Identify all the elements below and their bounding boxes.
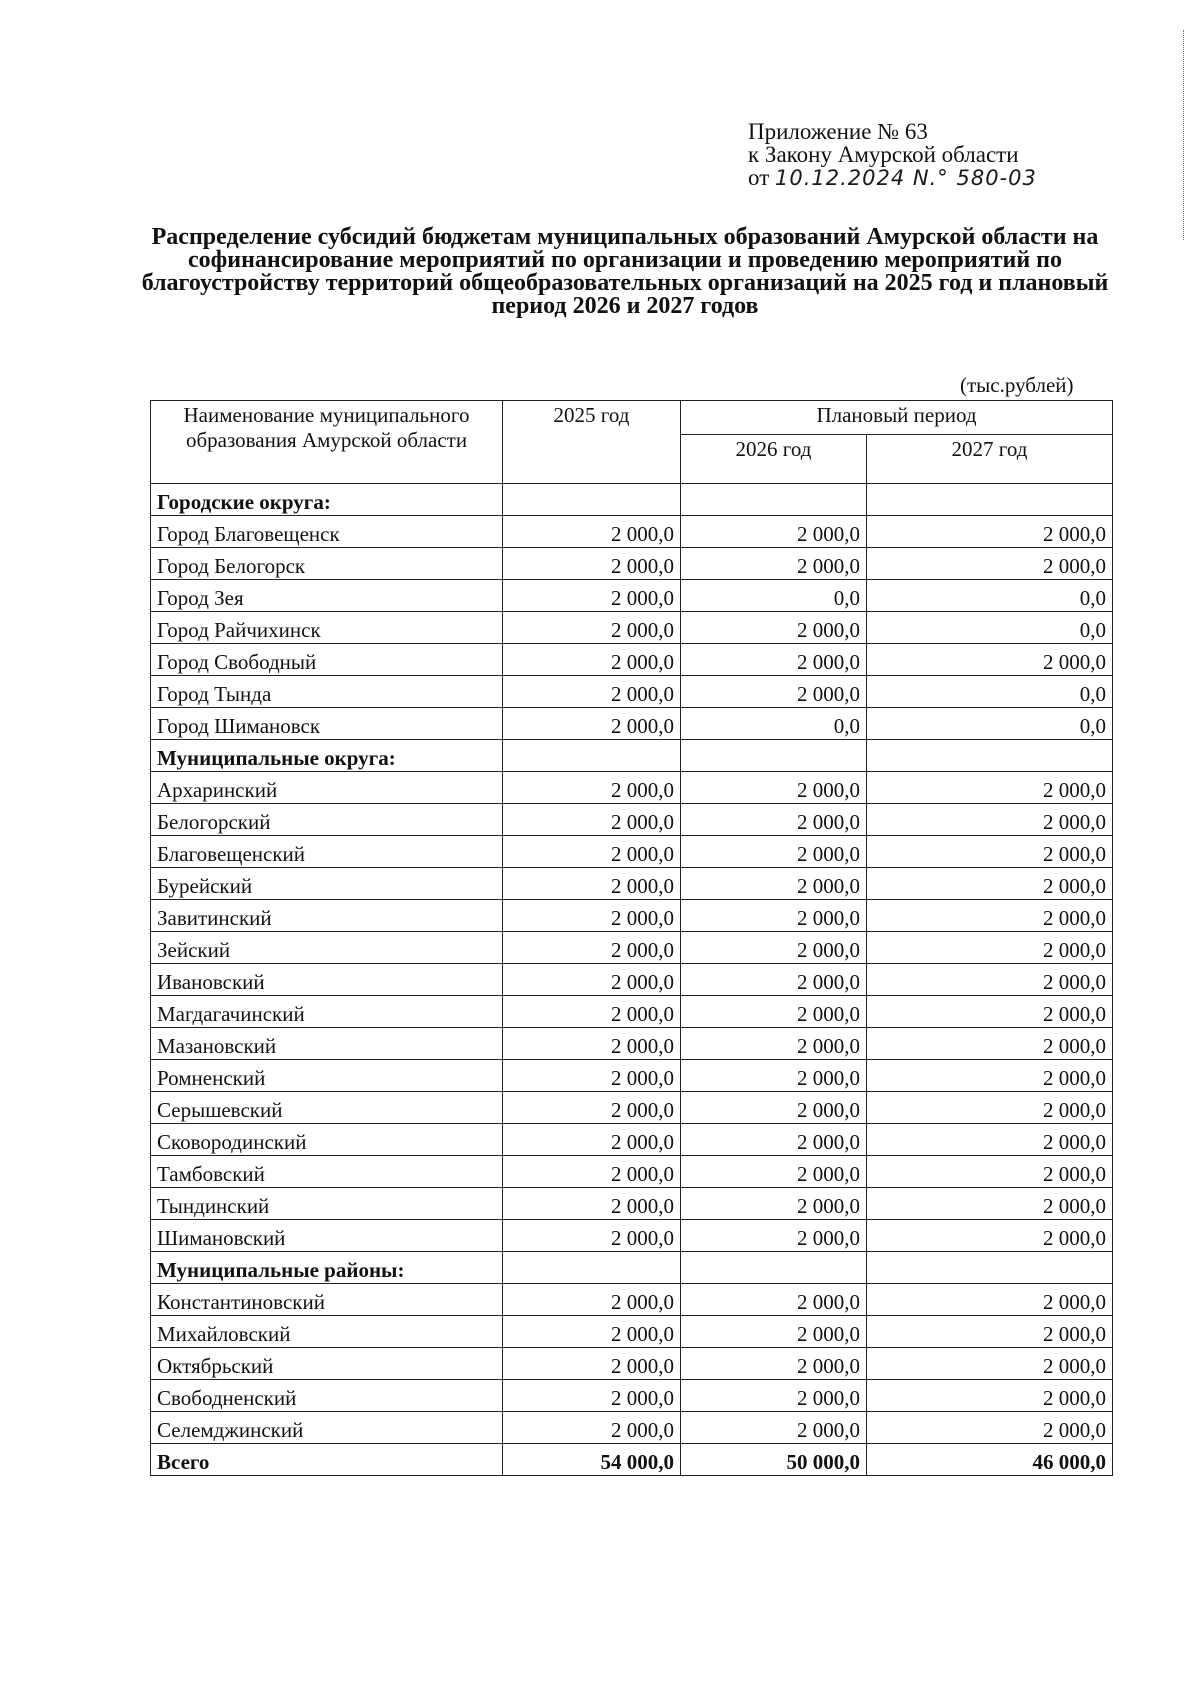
value-2025: 2 000,0 bbox=[503, 804, 681, 836]
table-row bbox=[151, 612, 1113, 644]
table-row bbox=[151, 1156, 1113, 1188]
municipality-name: Ивановский bbox=[151, 964, 503, 996]
table-row bbox=[151, 1028, 1113, 1060]
value-2026: 0,0 bbox=[681, 708, 867, 740]
value-2025: 2 000,0 bbox=[503, 1060, 681, 1092]
appendix-number: Приложение № 63 bbox=[748, 119, 928, 144]
value-2025: 2 000,0 bbox=[503, 996, 681, 1028]
value-2025: 2 000,0 bbox=[503, 1220, 681, 1252]
total-row bbox=[151, 1444, 1113, 1476]
value-2027: 0,0 bbox=[867, 708, 1113, 740]
value-2027: 2 000,0 bbox=[867, 1316, 1113, 1348]
value-2026: 0,0 bbox=[681, 580, 867, 612]
table-row bbox=[151, 900, 1113, 932]
value-2025: 2 000,0 bbox=[503, 644, 681, 676]
table-row bbox=[151, 1316, 1113, 1348]
section-header-row bbox=[151, 740, 1113, 772]
value-2025: 2 000,0 bbox=[503, 676, 681, 708]
municipality-name: Михайловский bbox=[151, 1316, 503, 1348]
table-row bbox=[151, 1220, 1113, 1252]
value-2027: 2 000,0 bbox=[867, 644, 1113, 676]
value-2026: 2 000,0 bbox=[681, 1060, 867, 1092]
appendix-date-line bbox=[748, 166, 1037, 190]
header-planned-period: Плановый период bbox=[681, 401, 1113, 435]
value-2026: 2 000,0 bbox=[681, 1348, 867, 1380]
value-2026: 2 000,0 bbox=[681, 548, 867, 580]
municipality-name: Константиновский bbox=[151, 1284, 503, 1316]
value-2027: 2 000,0 bbox=[867, 900, 1113, 932]
scan-margin-marks bbox=[1183, 30, 1186, 240]
empty-cell bbox=[503, 1252, 681, 1284]
municipality-name: Зейский bbox=[151, 932, 503, 964]
municipality-name: Сковородинский bbox=[151, 1124, 503, 1156]
handwritten-date-number: 10.12.2024 N.° 580-03 bbox=[775, 166, 1037, 190]
value-2025: 2 000,0 bbox=[503, 1348, 681, 1380]
units-label: (тыс.рублей) bbox=[960, 373, 1074, 397]
municipality-name: Ромненский bbox=[151, 1060, 503, 1092]
total-label: Всего bbox=[151, 1444, 503, 1476]
municipality-name: Магдагачинский bbox=[151, 996, 503, 1028]
municipality-name: Тамбовский bbox=[151, 1156, 503, 1188]
value-2025: 2 000,0 bbox=[503, 1028, 681, 1060]
empty-cell bbox=[681, 740, 867, 772]
value-2025: 2 000,0 bbox=[503, 516, 681, 548]
value-2027: 0,0 bbox=[867, 676, 1113, 708]
value-2025: 2 000,0 bbox=[503, 1412, 681, 1444]
subsidy-table-container bbox=[150, 400, 1112, 1476]
section-title: Городские округа: bbox=[151, 484, 503, 516]
municipality-name: Завитинский bbox=[151, 900, 503, 932]
value-2025: 2 000,0 bbox=[503, 1188, 681, 1220]
value-2026: 2 000,0 bbox=[681, 676, 867, 708]
municipality-name: Благовещенский bbox=[151, 836, 503, 868]
value-2027: 2 000,0 bbox=[867, 516, 1113, 548]
value-2025: 2 000,0 bbox=[503, 1316, 681, 1348]
empty-cell bbox=[867, 1252, 1113, 1284]
value-2027: 0,0 bbox=[867, 612, 1113, 644]
value-2026: 2 000,0 bbox=[681, 836, 867, 868]
empty-cell bbox=[681, 484, 867, 516]
table-row bbox=[151, 1060, 1113, 1092]
value-2026: 2 000,0 bbox=[681, 900, 867, 932]
table-row bbox=[151, 1124, 1113, 1156]
subsidy-table bbox=[150, 400, 1113, 1476]
municipality-name: Город Шимановск bbox=[151, 708, 503, 740]
empty-cell bbox=[503, 740, 681, 772]
value-2027: 2 000,0 bbox=[867, 964, 1113, 996]
value-2026: 2 000,0 bbox=[681, 1188, 867, 1220]
value-2026: 2 000,0 bbox=[681, 1284, 867, 1316]
table-row bbox=[151, 1092, 1113, 1124]
value-2025: 2 000,0 bbox=[503, 580, 681, 612]
municipality-name: Тындинский bbox=[151, 1188, 503, 1220]
value-2027: 2 000,0 bbox=[867, 868, 1113, 900]
document-title: Распределение субсидий бюджетам муниципальных образований Амурской области на софинансирование мероприятий по организации и проведению мероприятий по благоустройству территорий общеобразовательных организаций на 2025 год и плановый период 2026 и 2027 годов bbox=[141, 224, 1109, 319]
value-2025: 2 000,0 bbox=[503, 1124, 681, 1156]
value-2026: 2 000,0 bbox=[681, 612, 867, 644]
table-row bbox=[151, 1188, 1113, 1220]
value-2025: 2 000,0 bbox=[503, 548, 681, 580]
value-2027: 2 000,0 bbox=[867, 772, 1113, 804]
table-row bbox=[151, 772, 1113, 804]
value-2026: 2 000,0 bbox=[681, 996, 867, 1028]
value-2027: 2 000,0 bbox=[867, 1380, 1113, 1412]
municipality-name: Мазановский bbox=[151, 1028, 503, 1060]
value-2025: 2 000,0 bbox=[503, 772, 681, 804]
municipality-name: Бурейский bbox=[151, 868, 503, 900]
value-2025: 2 000,0 bbox=[503, 1380, 681, 1412]
table-row bbox=[151, 868, 1113, 900]
appendix-header bbox=[748, 120, 1037, 190]
value-2027: 2 000,0 bbox=[867, 996, 1113, 1028]
value-2027: 2 000,0 bbox=[867, 1028, 1113, 1060]
municipality-name: Селемджинский bbox=[151, 1412, 503, 1444]
value-2025: 2 000,0 bbox=[503, 612, 681, 644]
table-row bbox=[151, 964, 1113, 996]
municipality-name: Белогорский bbox=[151, 804, 503, 836]
value-2026: 2 000,0 bbox=[681, 1092, 867, 1124]
municipality-name: Город Тында bbox=[151, 676, 503, 708]
value-2027: 2 000,0 bbox=[867, 932, 1113, 964]
municipality-name: Город Благовещенск bbox=[151, 516, 503, 548]
value-2026: 2 000,0 bbox=[681, 964, 867, 996]
value-2027: 2 000,0 bbox=[867, 836, 1113, 868]
table-header-row bbox=[151, 401, 1113, 435]
value-2027: 0,0 bbox=[867, 580, 1113, 612]
table-body bbox=[151, 484, 1113, 1476]
table-row bbox=[151, 1284, 1113, 1316]
table-row bbox=[151, 580, 1113, 612]
value-2026: 2 000,0 bbox=[681, 1412, 867, 1444]
table-row bbox=[151, 1412, 1113, 1444]
empty-cell bbox=[867, 740, 1113, 772]
value-2026: 2 000,0 bbox=[681, 772, 867, 804]
value-2026: 2 000,0 bbox=[681, 1028, 867, 1060]
table-row bbox=[151, 548, 1113, 580]
value-2027: 2 000,0 bbox=[867, 548, 1113, 580]
value-2026: 2 000,0 bbox=[681, 1124, 867, 1156]
section-title: Муниципальные районы: bbox=[151, 1252, 503, 1284]
value-2025: 2 000,0 bbox=[503, 1092, 681, 1124]
value-2025: 2 000,0 bbox=[503, 964, 681, 996]
municipality-name: Город Свободный bbox=[151, 644, 503, 676]
value-2027: 2 000,0 bbox=[867, 1060, 1113, 1092]
table-row bbox=[151, 708, 1113, 740]
value-2026: 2 000,0 bbox=[681, 1380, 867, 1412]
municipality-name: Город Зея bbox=[151, 580, 503, 612]
value-2026: 2 000,0 bbox=[681, 516, 867, 548]
empty-cell bbox=[867, 484, 1113, 516]
table-row bbox=[151, 836, 1113, 868]
value-2027: 2 000,0 bbox=[867, 1092, 1113, 1124]
value-2025: 2 000,0 bbox=[503, 932, 681, 964]
value-2026: 2 000,0 bbox=[681, 932, 867, 964]
total-2027: 46 000,0 bbox=[867, 1444, 1113, 1476]
value-2027: 2 000,0 bbox=[867, 1284, 1113, 1316]
table-row bbox=[151, 1380, 1113, 1412]
section-header-row bbox=[151, 484, 1113, 516]
table-row bbox=[151, 676, 1113, 708]
value-2026: 2 000,0 bbox=[681, 1156, 867, 1188]
value-2027: 2 000,0 bbox=[867, 1220, 1113, 1252]
value-2027: 2 000,0 bbox=[867, 1124, 1113, 1156]
header-2025: 2025 год bbox=[503, 401, 681, 484]
value-2025: 2 000,0 bbox=[503, 1284, 681, 1316]
value-2026: 2 000,0 bbox=[681, 868, 867, 900]
value-2026: 2 000,0 bbox=[681, 644, 867, 676]
value-2026: 2 000,0 bbox=[681, 804, 867, 836]
empty-cell bbox=[681, 1252, 867, 1284]
value-2026: 2 000,0 bbox=[681, 1220, 867, 1252]
section-header-row bbox=[151, 1252, 1113, 1284]
appendix-law-ref: к Закону Амурской области bbox=[748, 142, 1019, 167]
total-2026: 50 000,0 bbox=[681, 1444, 867, 1476]
section-title: Муниципальные округа: bbox=[151, 740, 503, 772]
appendix-date-prefix: от bbox=[748, 165, 770, 190]
table-row bbox=[151, 1348, 1113, 1380]
municipality-name: Город Райчихинск bbox=[151, 612, 503, 644]
value-2025: 2 000,0 bbox=[503, 836, 681, 868]
value-2027: 2 000,0 bbox=[867, 1348, 1113, 1380]
value-2027: 2 000,0 bbox=[867, 1188, 1113, 1220]
value-2027: 2 000,0 bbox=[867, 804, 1113, 836]
value-2026: 2 000,0 bbox=[681, 1316, 867, 1348]
value-2025: 2 000,0 bbox=[503, 1156, 681, 1188]
table-row bbox=[151, 804, 1113, 836]
municipality-name: Свободненский bbox=[151, 1380, 503, 1412]
municipality-name: Шимановский bbox=[151, 1220, 503, 1252]
empty-cell bbox=[503, 484, 681, 516]
value-2025: 2 000,0 bbox=[503, 708, 681, 740]
table-row bbox=[151, 516, 1113, 548]
header-2027: 2027 год bbox=[867, 435, 1113, 484]
value-2027: 2 000,0 bbox=[867, 1156, 1113, 1188]
table-row bbox=[151, 932, 1113, 964]
municipality-name: Архаринский bbox=[151, 772, 503, 804]
municipality-name: Октябрьский bbox=[151, 1348, 503, 1380]
header-2026: 2026 год bbox=[681, 435, 867, 484]
table-row bbox=[151, 644, 1113, 676]
total-2025: 54 000,0 bbox=[503, 1444, 681, 1476]
value-2025: 2 000,0 bbox=[503, 868, 681, 900]
value-2027: 2 000,0 bbox=[867, 1412, 1113, 1444]
table-row bbox=[151, 996, 1113, 1028]
header-name: Наименование муниципального образования Амурской области bbox=[151, 401, 503, 484]
municipality-name: Серышевский bbox=[151, 1092, 503, 1124]
value-2025: 2 000,0 bbox=[503, 900, 681, 932]
municipality-name: Город Белогорск bbox=[151, 548, 503, 580]
